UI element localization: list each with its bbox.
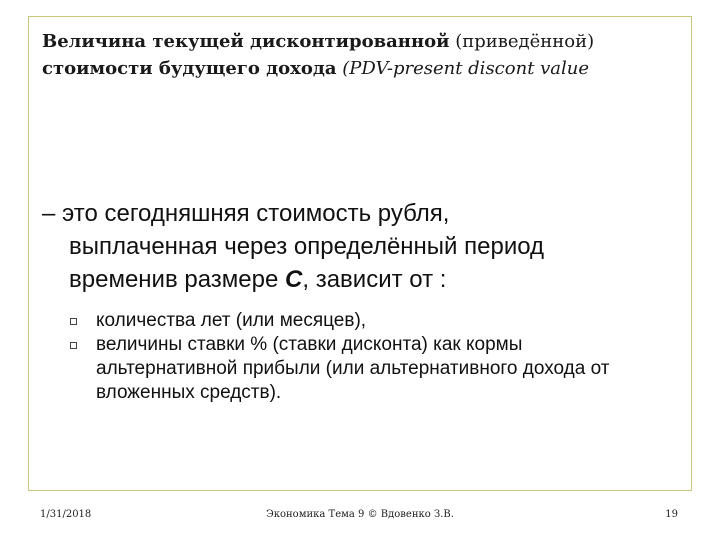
definition-line-3 [42, 263, 682, 296]
slide-title [42, 28, 682, 82]
footer-date: 1/31/2018 [40, 509, 92, 520]
list-item [70, 309, 660, 333]
definition-line-2: выплаченная через определённый период [69, 233, 545, 260]
bullet-text: количества лет (или месяцев), [96, 310, 367, 331]
definition-line-3-pre: временив размере [69, 266, 286, 293]
list-item [70, 333, 660, 405]
square-bullet-icon [70, 318, 77, 325]
title-line-1-bold: Величина текущей дисконтированной [42, 31, 450, 52]
page-number: 19 [665, 509, 678, 520]
definition-line-1: – это сегодняшняя стоимость рубля, [42, 200, 450, 227]
square-bullet-icon [70, 342, 77, 349]
bullet-text: величины ставки % (ставки дисконта) как кормы альтернативной прибыли (или альтернативного дохода от вложенных средств). [96, 334, 610, 403]
symbol-c: С [285, 266, 303, 293]
definition-text [42, 197, 682, 296]
title-line-2 [42, 55, 682, 82]
footer-author: Экономика Тема 9 © Вдовенко З.В. [266, 509, 454, 520]
title-line-2-bold: стоимости будущего дохода [42, 58, 337, 79]
title-line-2-italic: (PDV-present discont value [342, 58, 590, 79]
title-line-1-normal: (приведённой) [455, 31, 595, 52]
definition-line-3-post: , зависит от : [302, 266, 447, 293]
bullet-list [70, 309, 660, 405]
title-line-1 [42, 28, 682, 55]
